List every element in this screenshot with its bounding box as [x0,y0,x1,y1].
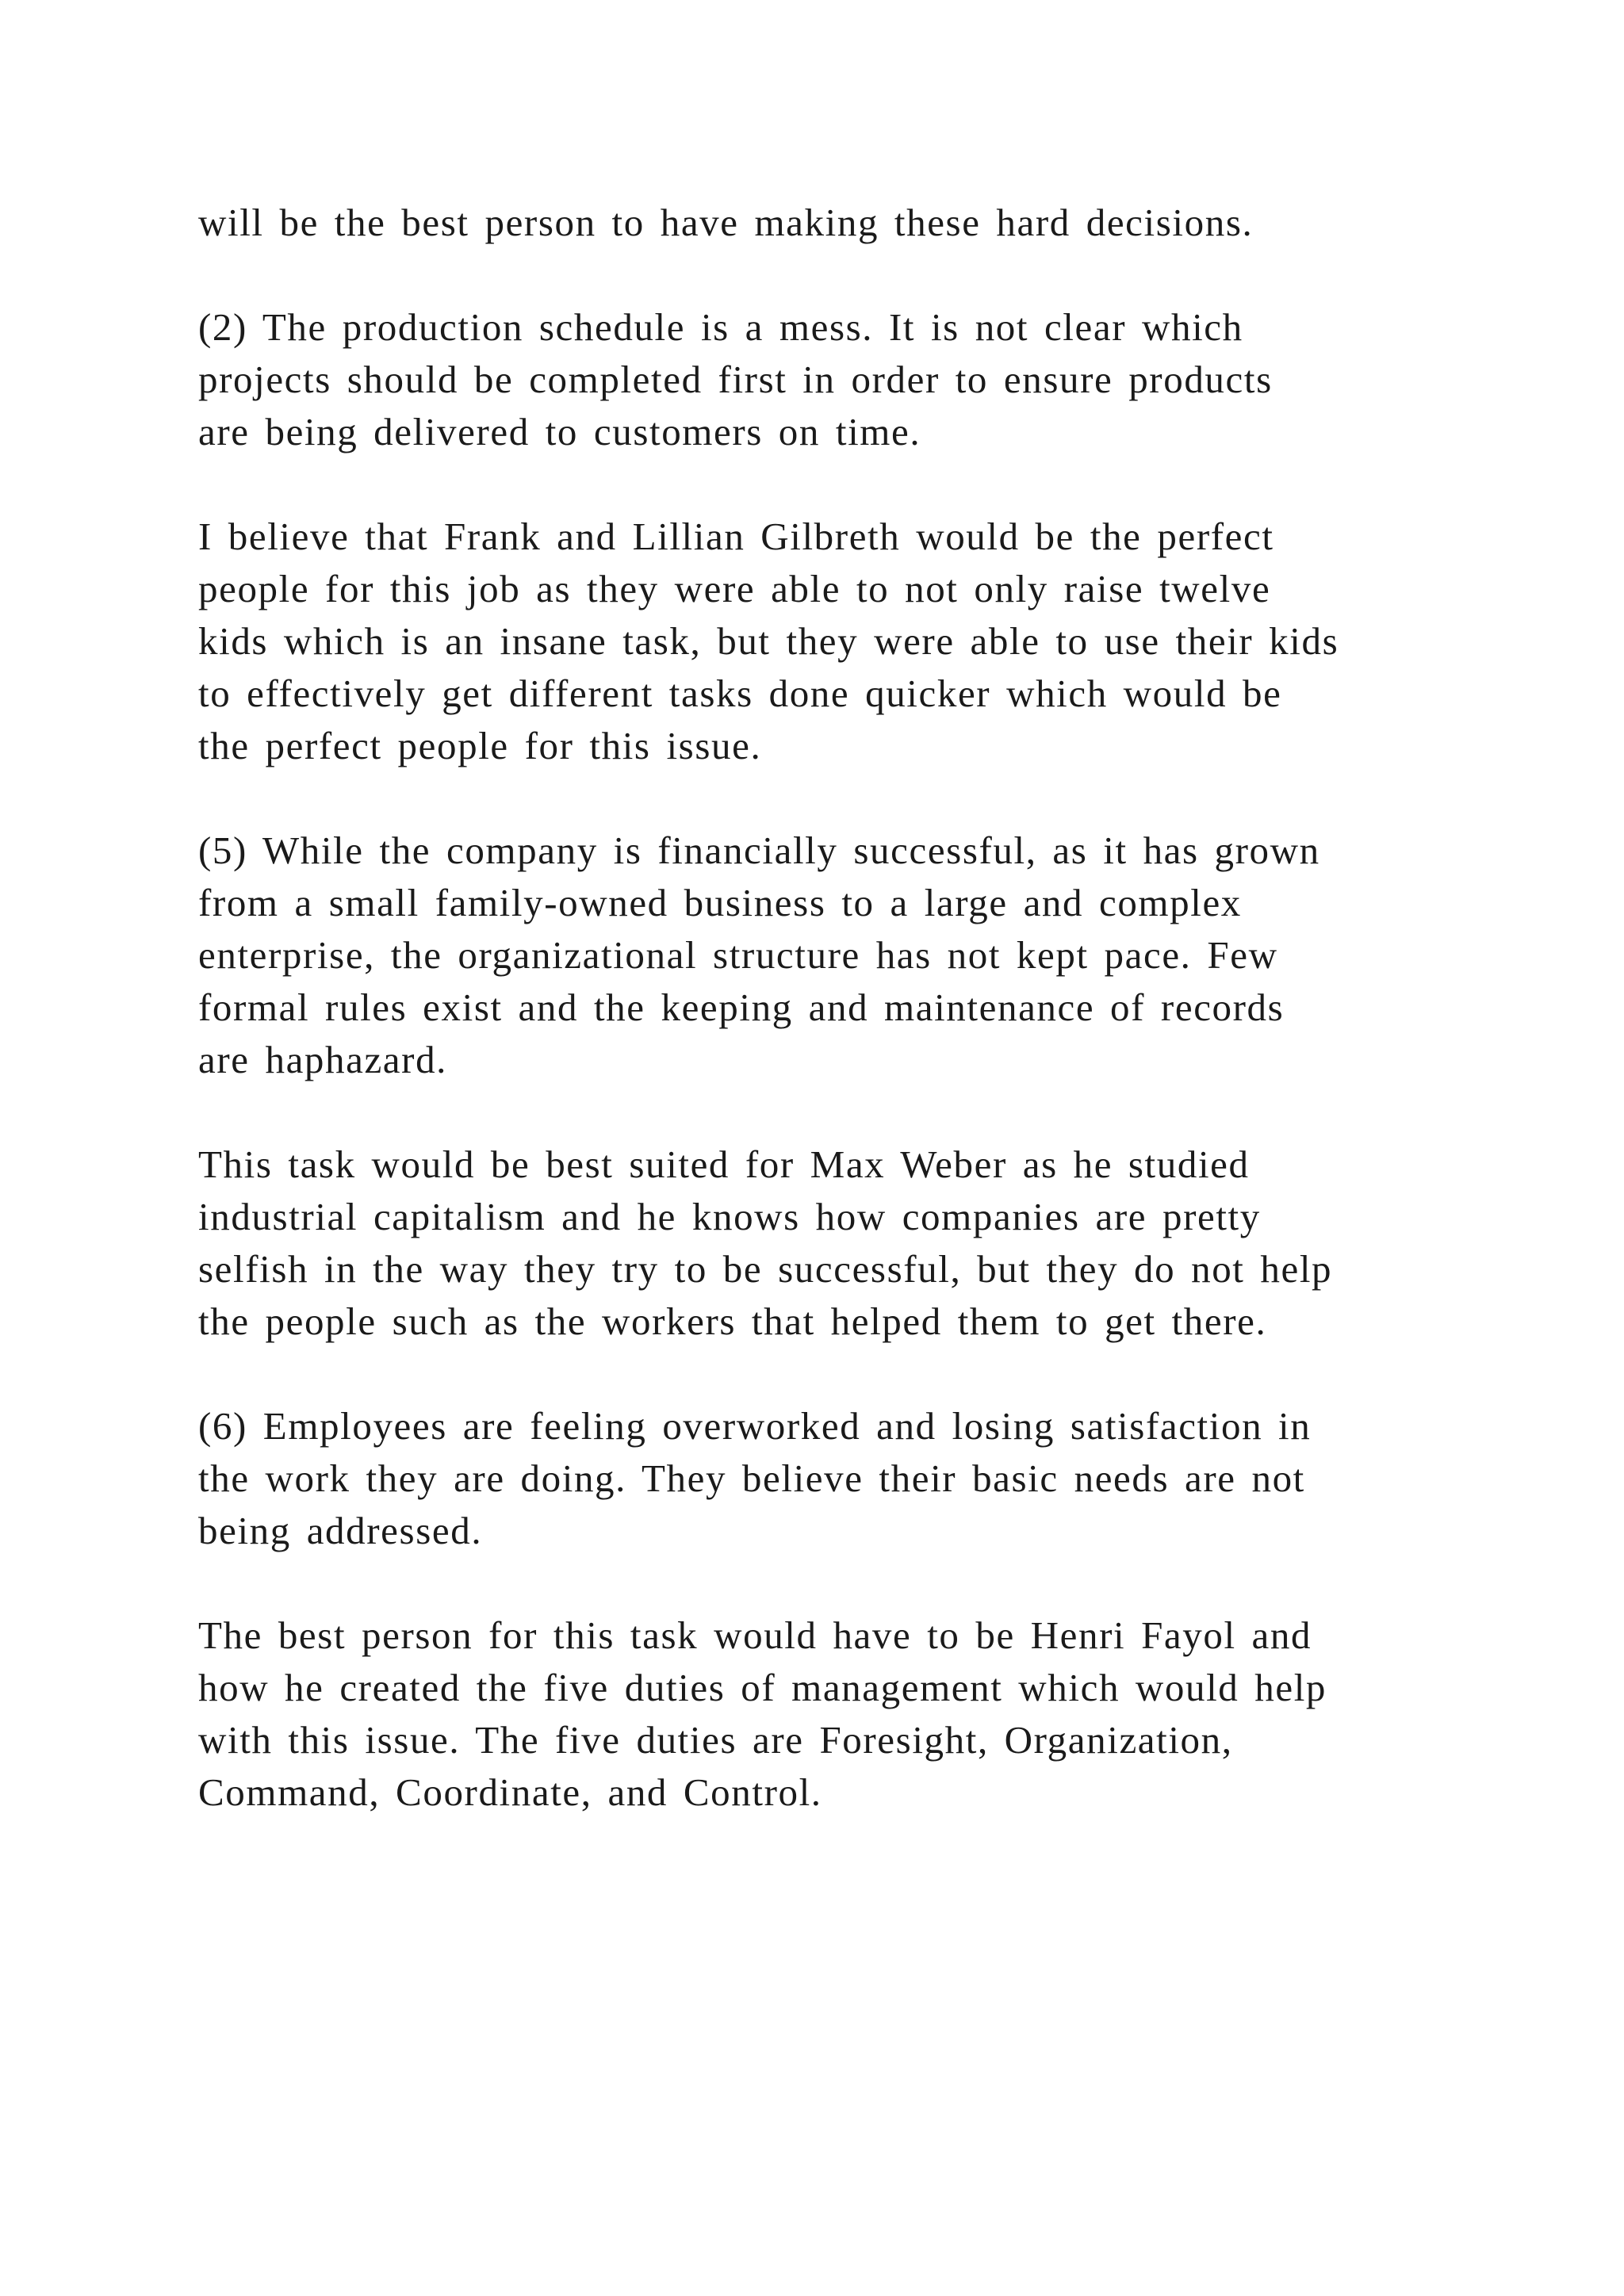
text-line: the people such as the workers that helped them to get there. [198,1299,1267,1343]
text-line: being addressed. [198,1509,483,1552]
text-line: (5) While the company is financially successful, as it has grown [198,828,1320,872]
text-line: are being delivered to customers on time. [198,410,921,453]
text-line: industrial capitalism and he knows how companies are pretty [198,1195,1261,1238]
text-line: the work they are doing. They believe their basic needs are not [198,1456,1305,1500]
text-line: formal rules exist and the keeping and maintenance of records [198,985,1285,1029]
text-line: The best person for this task would have to be Henri Fayol and [198,1613,1312,1657]
text-line: (6) Employees are feeling overworked and losing satisfaction in [198,1404,1312,1448]
text-line: projects should be completed first in order to ensure products [198,358,1273,401]
text-line: the perfect people for this issue. [198,724,762,767]
text-line: Command, Coordinate, and Control. [198,1770,822,1814]
text-line: will be the best person to have making these hard decisions. [198,201,1254,244]
text-line: selfish in the way they try to be successful, but they do not help [198,1247,1333,1291]
text-line: to effectively get different tasks done quicker which would be [198,672,1282,715]
text-line: are haphazard. [198,1038,448,1081]
text-line: people for this job as they were able to not only raise twelve [198,567,1271,610]
text-line: kids which is an insane task, but they were able to use their kids [198,619,1339,663]
text-line: enterprise, the organizational structure has not kept pace. Few [198,933,1278,977]
text-line: (2) The production schedule is a mess. It is not clear which [198,305,1243,349]
text-line: with this issue. The five duties are Foresight, Organization, [198,1718,1233,1762]
text-line: how he created the five duties of management which would help [198,1666,1327,1709]
text-line: This task would be best suited for Max Weber as he studied [198,1142,1250,1186]
text-line: I believe that Frank and Lillian Gilbreth would be the perfect [198,515,1274,558]
text-line: from a small family-owned business to a large and complex [198,881,1242,924]
